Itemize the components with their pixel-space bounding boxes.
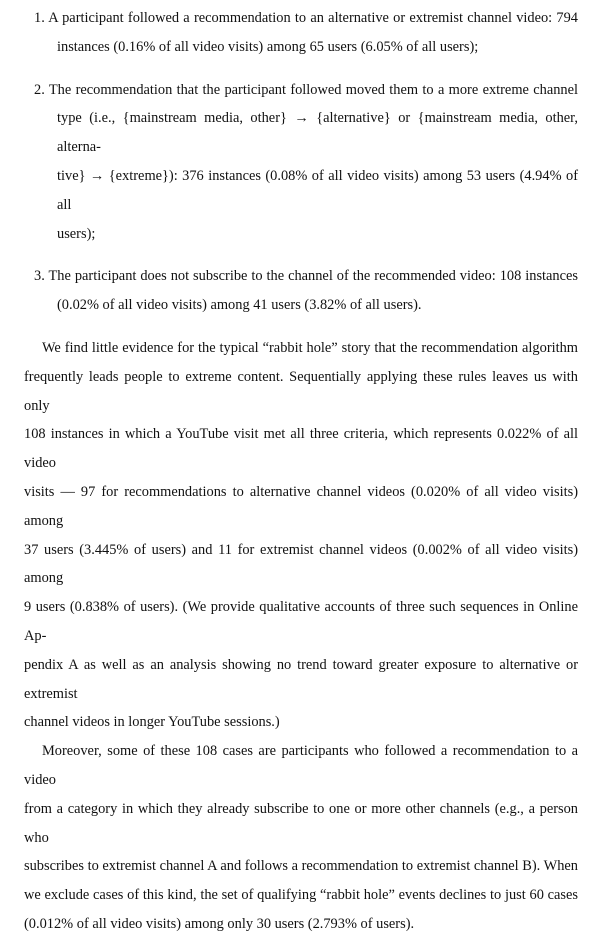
list-line: 1. A participant followed a recommendation to an alternative or extremist channel video: 794: [34, 10, 578, 26]
body-paragraph: [24, 334, 578, 737]
list-marker: 3.: [34, 268, 45, 285]
paragraph-line: subscribes to extremist channel A and follows a recommendation to extremist channel B). When: [24, 858, 578, 875]
list-line: 3. The participant does not subscribe to the channel of the recommended video: 108 instances: [34, 268, 578, 285]
list-line: tive} → {extreme}): 376 instances (0.08% of all video visits) among 53 users (4.94% of all: [57, 167, 578, 213]
list-line: 2. The recommendation that the participant followed moved them to a more extreme channel: [34, 81, 578, 98]
paragraph-line: frequently leads people to extreme content. Sequentially applying these rules leaves us with only: [24, 368, 578, 414]
paragraph-line: from a category in which they already subscribe to one or more other channels (e.g., a person who: [24, 800, 578, 846]
paragraph-line: 9 users (0.838% of users). (We provide qualitative accounts of three such sequences in Online Ap-: [24, 599, 578, 644]
paragraph-line: visits — 97 for recommendations to alternative channel videos (0.020% of all video visits) among: [24, 483, 578, 529]
paragraph-line: Moreover, some of these 108 cases are participants who followed a recommendation to a video: [24, 743, 578, 788]
paragraph-line: (0.012% of all video visits) among only 30 users (2.793% of users).: [24, 915, 415, 932]
list-marker: 2.: [34, 81, 45, 98]
paragraph-line: we exclude cases of this kind, the set of qualifying “rabbit hole” events declines to just 60 cases: [24, 887, 578, 904]
list-item: [24, 76, 578, 249]
paragraph-line: We find little evidence for the typical “rabbit hole” story that the recommendation algorithm: [42, 339, 578, 356]
paragraph-line: channel videos in longer YouTube sessions.): [24, 714, 280, 731]
paragraph-line: 37 users (3.445% of users) and 11 for extremist channel videos (0.002% of all video visits) among: [24, 541, 578, 587]
paragraph-line: pendix A as well as an analysis showing no trend toward greater exposure to alternative or extremist: [24, 656, 578, 702]
list-line: (0.02% of all video visits) among 41 users (3.82% of all users).: [57, 297, 422, 314]
list-line: type (i.e., {mainstream media, other} → {alternative} or {mainstream media, other, alterna-: [57, 110, 578, 156]
list-marker: 1.: [34, 10, 45, 26]
list-item: [24, 262, 578, 320]
body-paragraph: [24, 737, 578, 939]
paragraph-line: 108 instances in which a YouTube visit met all three criteria, which represents 0.022% of all video: [24, 426, 578, 472]
list-item: [24, 4, 578, 62]
list-line: users);: [57, 225, 96, 242]
list-line: instances (0.16% of all video visits) among 65 users (6.05% of all users);: [57, 38, 479, 55]
